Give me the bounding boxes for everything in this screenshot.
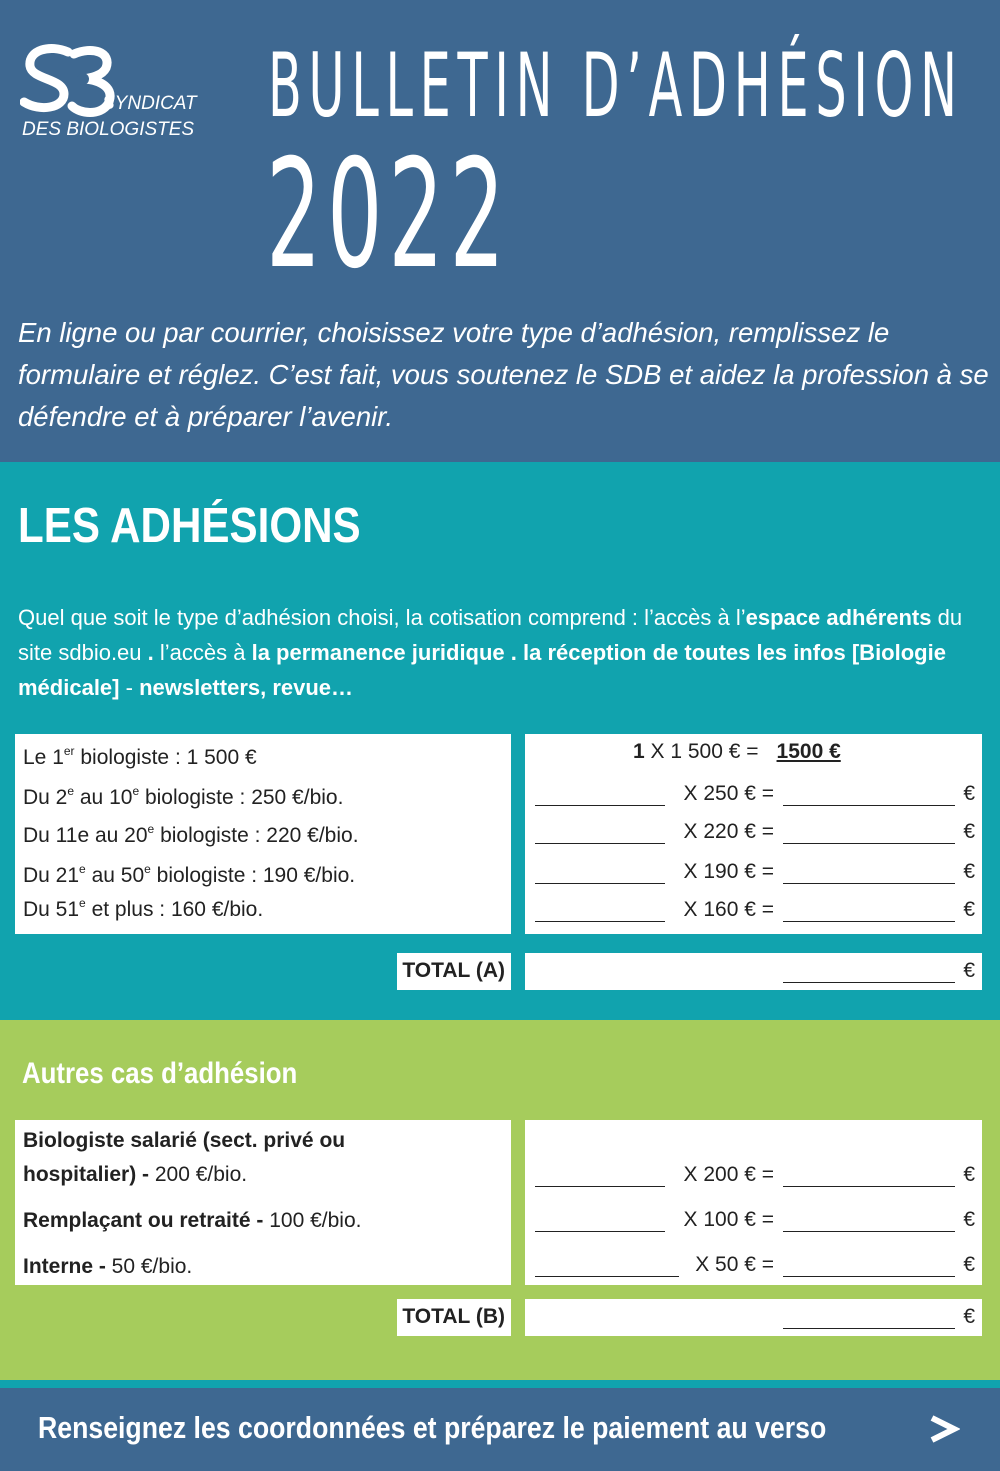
calc-operator: X 190 € = (683, 860, 774, 883)
section-divider (0, 1380, 1000, 1388)
rate-text: biologiste : 1 500 € (74, 746, 257, 769)
footer-instruction: Renseignez les coordonnées et préparez le paiement au verso (38, 1410, 827, 1445)
rate-text: biologiste : 250 €/bio. (139, 786, 344, 809)
total-a-value-box (525, 953, 982, 990)
case-label: Remplaçant ou retraité - (23, 1209, 264, 1232)
quantity-field[interactable] (535, 1276, 679, 1277)
calc-operator: X 250 € = (683, 782, 774, 805)
euro-sign: € (963, 860, 975, 883)
desc-part: du site sdbio.eu (18, 605, 963, 665)
rate-text: biologiste : 220 €/bio. (154, 824, 359, 847)
quantity-field[interactable] (535, 843, 665, 844)
other-calculation-box (525, 1120, 982, 1285)
total-b-label-box (397, 1299, 511, 1336)
euro-sign: € (963, 1208, 975, 1231)
euro-sign: € (963, 1253, 975, 1276)
desc-part: - (119, 675, 140, 700)
chevron-right-icon[interactable] (926, 1412, 960, 1446)
case-remplacant (23, 1204, 362, 1238)
calc-row-250 (525, 782, 982, 812)
result-field[interactable] (783, 1186, 955, 1187)
rate-text: Du 11e au 20 (23, 824, 148, 847)
header-banner (0, 0, 1000, 462)
adhesions-section (0, 462, 1000, 1020)
calc-operator: X 220 € = (683, 820, 774, 843)
rate-text: biologiste : 190 €/bio. (150, 864, 356, 887)
desc-highlight: la permanence juridique (251, 640, 505, 665)
rate-sup: e (79, 862, 86, 876)
syndicat-logo (20, 42, 230, 152)
page-title-year: 2022 (266, 128, 511, 302)
first-qty: 1 (633, 740, 645, 763)
other-cases-box (15, 1120, 511, 1285)
quantity-field[interactable] (535, 1186, 665, 1187)
case-price: 50 €/bio. (105, 1255, 193, 1278)
result-field[interactable] (783, 921, 955, 922)
calc-operator: X 160 € = (683, 898, 774, 921)
total-b-row (525, 1305, 982, 1335)
calculation-box (525, 734, 982, 934)
case-salarie (23, 1124, 403, 1192)
desc-part: Quel que soit le type d’adhésion choisi, la cotisation comprend : l’accès à l’ (18, 605, 746, 630)
desc-bullet: . (147, 640, 154, 665)
rate-text: Du 21 (23, 864, 80, 887)
desc-highlight: espace adhérents (745, 605, 932, 630)
desc-part: l’accès à (153, 640, 252, 665)
calc-operator: X 50 € = (695, 1253, 774, 1276)
footer-banner[interactable] (0, 1388, 1000, 1471)
calc-operator: X 100 € = (683, 1208, 774, 1231)
total-a-field[interactable] (783, 982, 955, 983)
rate-sup: e (144, 862, 151, 876)
calc-row-200 (525, 1163, 982, 1193)
rate-sup: e (147, 822, 155, 836)
quantity-field[interactable] (535, 883, 665, 884)
euro-sign: € (963, 1305, 975, 1328)
euro-sign: € (963, 820, 975, 843)
case-interne (23, 1250, 192, 1284)
euro-sign: € (963, 898, 975, 921)
calc-row-190 (525, 860, 982, 890)
rate-line-2 (23, 786, 343, 810)
case-price: 100 €/bio. (263, 1209, 362, 1232)
rate-text: Du 2 (23, 786, 68, 809)
rate-line-4 (23, 864, 355, 888)
case-label: Interne - (23, 1255, 106, 1278)
quantity-field[interactable] (535, 1231, 665, 1232)
intro-text: En ligne ou par courrier, choisissez votre type d’adhésion, remplissez le formulaire et réglez. C’est fait, vous soutenez le SDB et aidez la profession à se défendre et à préparer l’avenir. (18, 317, 989, 432)
calc-row-160 (525, 898, 982, 928)
result-field[interactable] (783, 883, 955, 884)
rate-line-1 (23, 746, 257, 770)
total-b-field[interactable] (783, 1328, 955, 1329)
quantity-field[interactable] (535, 805, 665, 806)
result-field[interactable] (783, 805, 955, 806)
result-field[interactable] (783, 1231, 955, 1232)
rate-text: au 10 (74, 786, 133, 809)
first-op: X 1 500 € = (644, 740, 759, 763)
calc-row-220 (525, 820, 982, 850)
rate-text: Le 1 (23, 746, 64, 769)
calc-row-50 (525, 1253, 982, 1283)
rate-sup: e (132, 784, 140, 798)
rate-line-5 (23, 898, 263, 922)
case-price: 200 €/bio. (149, 1163, 248, 1186)
logo-line-1: SYNDICAT (102, 93, 197, 114)
rate-line-3 (23, 824, 359, 848)
rate-sup: e (79, 896, 86, 910)
calc-row-100 (525, 1208, 982, 1238)
rate-sup: er (63, 744, 75, 758)
total-b-label: TOTAL (B) (402, 1305, 505, 1328)
total-b-value-box (525, 1299, 982, 1336)
rate-sup: e (67, 784, 75, 798)
quantity-field[interactable] (535, 921, 665, 922)
desc-highlight: newsletters, revue… (139, 675, 354, 700)
autres-cas-section (0, 1020, 1000, 1380)
case-label: Biologiste salarié (sect. privé ou hospitalier) - (23, 1129, 346, 1186)
rates-box (15, 734, 511, 934)
desc-highlight: . la réception de toutes les infos [Biologie médicale] (18, 640, 946, 700)
section-title: LES ADHÉSIONS (18, 499, 361, 553)
first-biologist-calc (633, 740, 841, 764)
euro-sign: € (963, 1163, 975, 1186)
euro-sign: € (963, 959, 975, 982)
first-result: 1500 € (776, 740, 841, 763)
result-field[interactable] (783, 1276, 955, 1277)
section-description (18, 600, 978, 705)
page-title: BULLETIN D’ADHÉSION (268, 34, 964, 137)
rate-text: au 50 (85, 864, 145, 887)
rate-text: Du 51 (23, 898, 80, 921)
subsection-title: Autres cas d’adhésion (22, 1057, 298, 1090)
calc-operator: X 200 € = (683, 1163, 774, 1186)
euro-sign: € (963, 782, 975, 805)
logo-line-2: DES BIOLOGISTES (22, 119, 195, 140)
total-a-row (525, 959, 982, 989)
rate-text: et plus : 160 €/bio. (85, 898, 264, 921)
result-field[interactable] (783, 843, 955, 844)
total-a-label-box (397, 953, 511, 990)
total-a-label: TOTAL (A) (402, 959, 505, 982)
